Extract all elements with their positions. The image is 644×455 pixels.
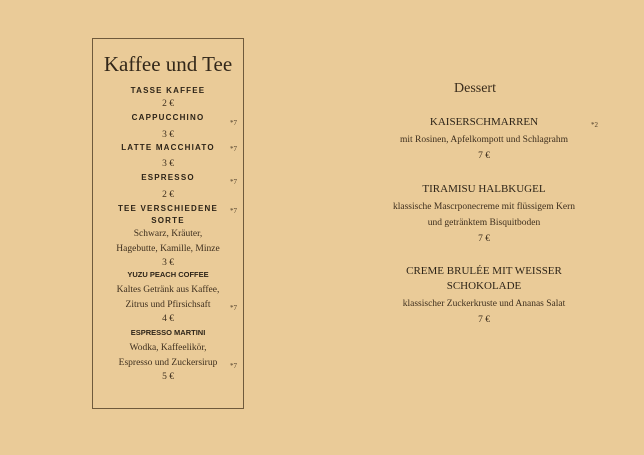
item-price: 5 € — [162, 372, 174, 382]
dessert-price: 7 € — [478, 234, 490, 244]
dessert-name: KAISERSCHMARREN — [429, 116, 539, 128]
dessert-section-title: Dessert — [454, 81, 496, 96]
menu-item-yuzu-peach-coffee — [93, 269, 243, 326]
dessert-name: TIRAMISU HALBKUGEL — [422, 183, 546, 195]
dessert-name-line1: CREME BRULÉE MIT WEISSER — [406, 265, 562, 277]
menu-item-tee — [93, 203, 243, 270]
item-price: 2 € — [162, 99, 174, 109]
allergen-marker: *7 — [230, 145, 237, 153]
item-name: TASSE KAFFEE — [130, 86, 206, 95]
dessert-price: 7 € — [478, 151, 490, 161]
dessert-item-creme-brulee — [365, 264, 603, 328]
menu-item-cappucchino — [93, 112, 243, 142]
allergen-marker: *2 — [591, 121, 598, 129]
item-desc-line2: Espresso und Zuckersirup — [118, 357, 218, 368]
item-name-line2: SORTE — [151, 216, 185, 225]
kaffee-und-tee-panel — [92, 38, 244, 409]
item-name: ESPRESSO — [141, 173, 195, 182]
dessert-desc-line2: und getränktem Bisquitboden — [427, 218, 541, 228]
item-price: 3 € — [162, 258, 174, 268]
item-name: ESPRESSO MARTINI — [130, 328, 206, 337]
item-desc-line2: Hagebutte, Kamille, Minze — [116, 243, 220, 254]
dessert-desc-line1: klassische Mascrponecreme mit flüssigem Kern — [392, 202, 576, 212]
allergen-marker: *7 — [230, 362, 237, 370]
allergen-marker: *7 — [230, 304, 237, 312]
menu-item-latte-macchiato — [93, 142, 243, 171]
menu-item-espresso-martini — [93, 327, 243, 384]
dessert-name-line2: SCHOKOLADE — [446, 280, 522, 292]
dessert-item-tiramisu — [365, 182, 603, 247]
item-name: YUZU PEACH COFFEE — [127, 270, 209, 279]
item-desc-line2: Zitrus und Pfirsichsaft — [125, 299, 211, 310]
item-desc-line1: Wodka, Kaffeelikör, — [129, 343, 207, 353]
item-name-line1: TEE VERSCHIEDENE — [117, 204, 219, 213]
item-price: 3 € — [162, 159, 174, 169]
dessert-desc: mit Rosinen, Apfelkompott und Schlagrahm — [399, 135, 569, 145]
menu-item-espresso — [93, 172, 243, 202]
item-price: 2 € — [162, 190, 174, 200]
item-price: 4 € — [162, 314, 174, 324]
item-name: CAPPUCCHINO — [131, 113, 205, 122]
dessert-item-kaiserschmarren — [365, 115, 603, 164]
dessert-desc: klassischer Zuckerkruste und Ananas Salat — [402, 299, 566, 309]
allergen-marker: *7 — [230, 119, 237, 127]
item-price: 3 € — [162, 130, 174, 140]
allergen-marker: *7 — [230, 207, 237, 215]
dessert-price: 7 € — [478, 315, 490, 325]
item-name: LATTE MACCHIATO — [121, 143, 215, 152]
kaffee-section-title: Kaffee und Tee — [103, 52, 233, 76]
item-desc-line1: Kaltes Getränk aus Kaffee, — [116, 285, 220, 295]
item-desc-line1: Schwarz, Kräuter, — [133, 229, 203, 239]
allergen-marker: *7 — [230, 178, 237, 186]
menu-item-tasse-kaffee — [93, 85, 243, 111]
